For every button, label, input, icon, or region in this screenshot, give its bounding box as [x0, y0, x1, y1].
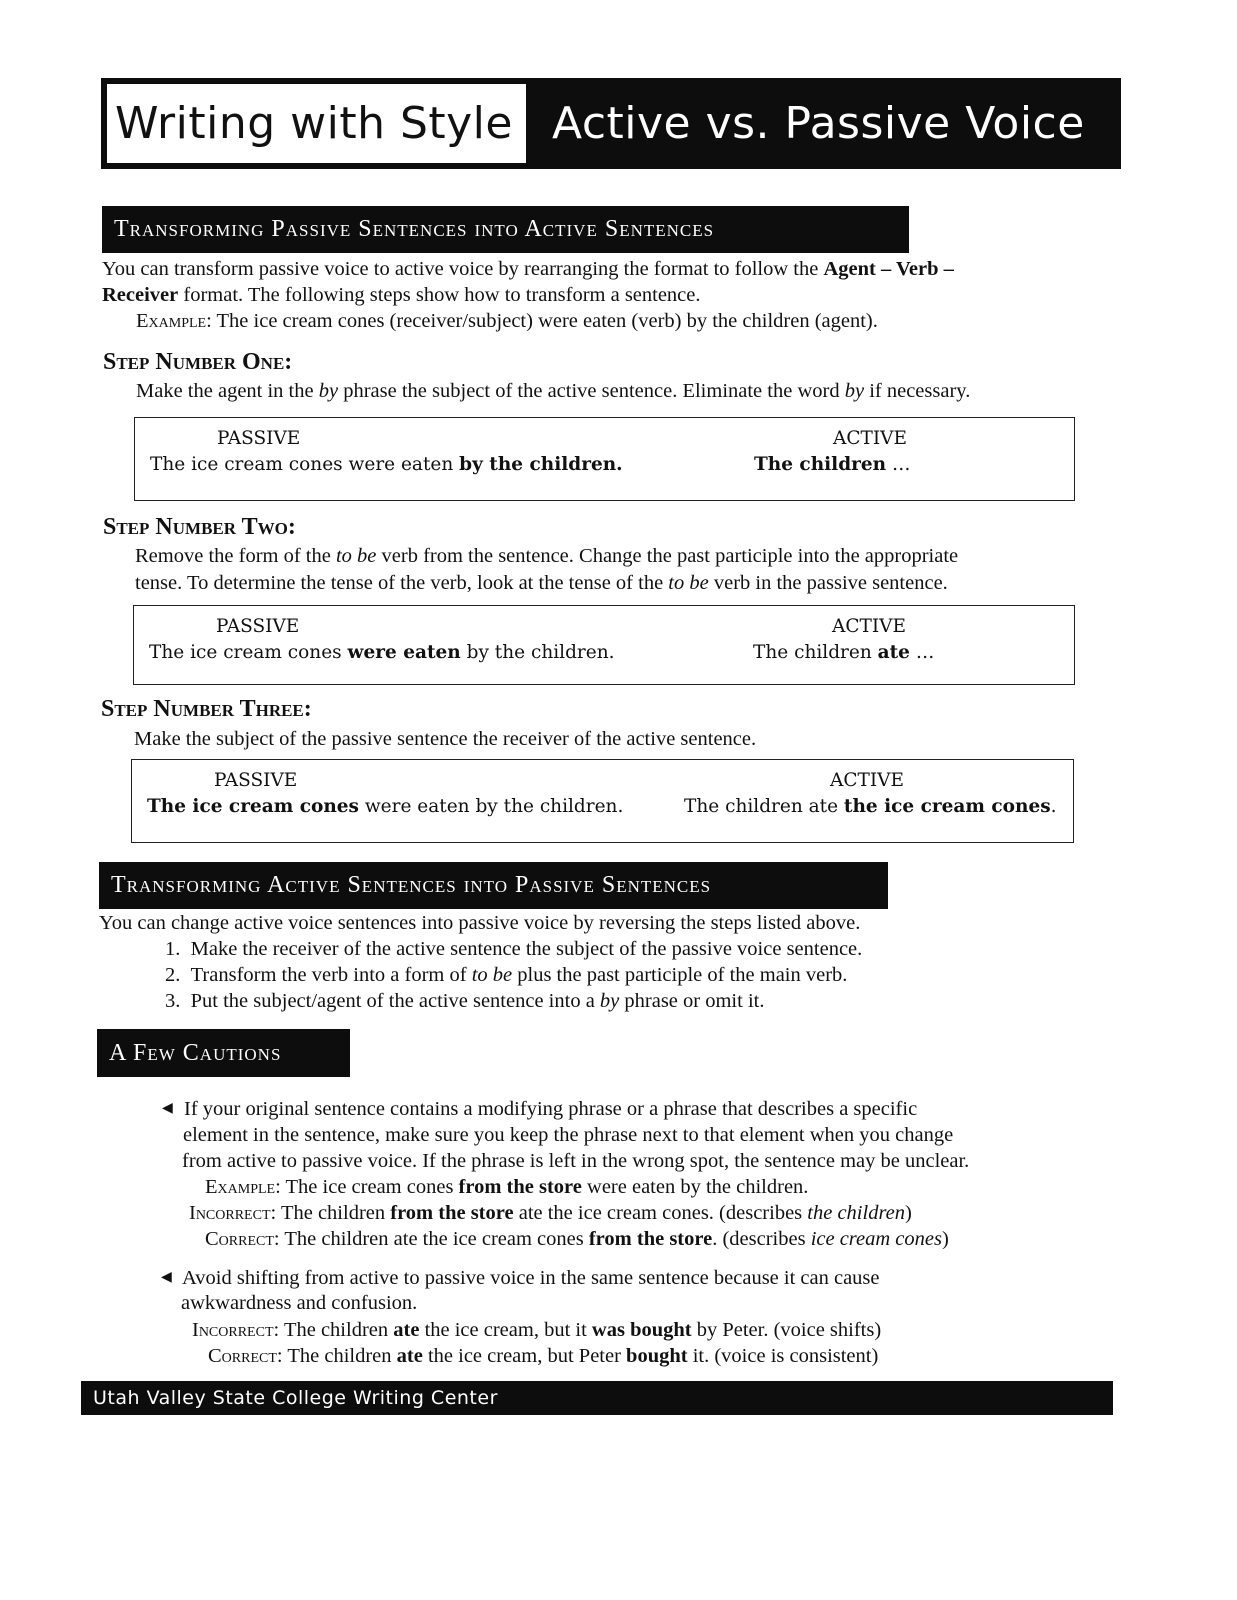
text: format. The following steps show how to transform a sentence.: [178, 284, 701, 306]
sec1-intro-line2: [102, 282, 701, 308]
list-item: [165, 988, 764, 1014]
text: . (describes: [712, 1228, 811, 1250]
footer-banner: Utah Valley State College Writing Center: [81, 1381, 1113, 1415]
text: The children ate the ice cream cones: [279, 1228, 589, 1250]
italic-text: to be: [471, 964, 513, 986]
active-sentence: [754, 454, 911, 475]
text: Make the agent in the: [136, 380, 319, 402]
title-banner: [101, 78, 1121, 169]
active-sentence: [684, 796, 1057, 817]
active-sentence: [753, 642, 934, 663]
passive-label: PASSIVE: [217, 428, 301, 449]
bold-text: The ice cream cones: [147, 796, 359, 817]
step-one-example-box: [134, 417, 1075, 501]
bold-text: Receiver: [102, 284, 179, 306]
text: The children: [276, 1202, 391, 1224]
bold-text: were eaten: [347, 642, 461, 663]
italic-text: ice cream cones: [810, 1228, 942, 1250]
passive-label: PASSIVE: [216, 616, 300, 637]
sec2-intro: You can change active voice sentences into passive voice by reversing the steps listed above.: [99, 912, 861, 934]
title-right: Active vs. Passive Voice: [552, 98, 1085, 149]
text: .: [1050, 796, 1057, 817]
step-two-description-line2: [135, 570, 948, 596]
caution-1-example: [205, 1174, 808, 1200]
correct-label: Correct:: [208, 1345, 283, 1367]
text: by the children.: [460, 642, 615, 663]
passive-label: PASSIVE: [214, 770, 298, 791]
italic-text: by: [318, 380, 339, 402]
sec1-intro-line1: [102, 256, 954, 282]
bold-text: from the store: [390, 1202, 514, 1224]
active-label: ACTIVE: [832, 616, 907, 637]
text: ate the ice cream cones. (describes: [513, 1202, 808, 1224]
active-label: ACTIVE: [833, 428, 908, 449]
italic-text: by: [599, 990, 620, 1012]
bold-text: was bought: [591, 1319, 692, 1341]
text: The ice cream cones (receiver/subject) were eaten (verb) by the children (agent).: [211, 310, 878, 332]
text: You can transform passive voice to active voice by rearranging the format to follow the: [102, 258, 824, 280]
section-heading-cautions: A Few Cautions: [97, 1029, 350, 1077]
text: were eaten by the children.: [581, 1176, 809, 1198]
text: phrase or omit it.: [619, 990, 765, 1012]
triangle-bullet-icon: ◀: [161, 1270, 172, 1285]
bold-text: Agent – Verb –: [823, 258, 954, 280]
caution-1-line3: from active to passive voice. If the phrase is left in the wrong spot, the sentence may be unclear.: [182, 1150, 970, 1172]
text: the ice cream, but Peter: [422, 1345, 627, 1367]
bold-text: The children: [754, 454, 887, 475]
text: the ice cream, but it: [419, 1319, 592, 1341]
list-item: [165, 936, 862, 962]
step-three-example-box: [131, 759, 1074, 843]
text: …: [886, 454, 911, 475]
text: The ice cream cones were eaten: [150, 454, 460, 475]
text: by Peter. (voice shifts): [691, 1319, 882, 1341]
triangle-bullet-icon: ◀: [162, 1101, 173, 1116]
list-number: 1.: [165, 938, 181, 960]
step-two-description-line1: [135, 543, 958, 569]
bold-text: the ice cream cones: [843, 796, 1051, 817]
text: if necessary.: [864, 380, 971, 402]
italic-text: to be: [335, 545, 377, 567]
active-label: ACTIVE: [830, 770, 905, 791]
step-one-description: [136, 378, 970, 404]
step-two-example-box: [133, 605, 1075, 685]
bold-text: from the store: [588, 1228, 713, 1250]
italic-text: to be: [668, 572, 709, 594]
text: were eaten by the children.: [358, 796, 624, 817]
text: …: [909, 642, 935, 663]
passive-sentence: [147, 796, 623, 817]
caution-1-incorrect: [189, 1200, 912, 1226]
text: The children: [279, 1319, 394, 1341]
correct-label: Correct:: [205, 1228, 280, 1250]
example-label: Example:: [136, 310, 212, 332]
sec1-example: [136, 308, 878, 334]
text: ): [941, 1228, 949, 1250]
caution-1-line2: element in the sentence, make sure you keep the phrase next to that element when you change: [183, 1124, 954, 1146]
bold-text: from the store: [458, 1176, 582, 1198]
list-number: 2.: [165, 964, 181, 986]
text: plus the past participle of the main verb.: [512, 964, 848, 986]
bold-text: ate: [393, 1319, 420, 1341]
passive-sentence: [149, 642, 615, 663]
bold-text: bought: [626, 1345, 688, 1367]
bold-text: ate: [877, 642, 910, 663]
caution-2-line1: Avoid shifting from active to passive voice in the same sentence because it can cause: [182, 1267, 880, 1289]
title-left: Writing with Style: [107, 84, 526, 163]
section-heading-active-to-passive: Transforming Active Sentences into Passive Sentences: [99, 862, 888, 909]
bold-text: by the children.: [459, 454, 623, 475]
text: phrase the subject of the active sentence. Eliminate the word: [338, 380, 845, 402]
caution-2-incorrect: [192, 1317, 881, 1343]
text: tense. To determine the tense of the verb, look at the tense of the: [135, 572, 669, 594]
text: Put the subject/agent of the active sentence into a: [190, 990, 600, 1012]
text: Make the receiver of the active sentence the subject of the passive voice sentence.: [190, 938, 863, 960]
list-item: [165, 962, 847, 988]
example-label: Example:: [205, 1176, 281, 1198]
text: ): [905, 1202, 912, 1224]
list-number: 3.: [165, 990, 181, 1012]
text: The ice cream cones: [280, 1176, 459, 1198]
italic-text: the children: [807, 1202, 906, 1224]
text: The children: [282, 1345, 397, 1367]
incorrect-label: Incorrect:: [192, 1319, 280, 1341]
italic-text: by: [844, 380, 865, 402]
caution-1-line1: If your original sentence contains a modifying phrase or a phrase that describes a specific: [184, 1098, 918, 1120]
step-two-title: Step Number Two:: [103, 514, 296, 540]
text: verb from the sentence. Change the past participle into the appropriate: [376, 545, 959, 567]
text: verb in the passive sentence.: [708, 572, 948, 594]
bold-text: ate: [396, 1345, 423, 1367]
passive-sentence: [150, 454, 623, 475]
step-three-title: Step Number Three:: [101, 696, 312, 722]
text: The children ate: [684, 796, 844, 817]
text: it. (voice is consistent): [687, 1345, 879, 1367]
text: Transform the verb into a form of: [190, 964, 472, 986]
text: Remove the form of the: [135, 545, 336, 567]
step-three-description: Make the subject of the passive sentence the receiver of the active sentence.: [134, 728, 757, 750]
caution-2-correct: [208, 1343, 878, 1369]
section-heading-passive-to-active: Transforming Passive Sentences into Active Sentences: [102, 206, 909, 253]
text: The ice cream cones: [149, 642, 348, 663]
incorrect-label: Incorrect:: [189, 1202, 277, 1224]
caution-2-line2: awkwardness and confusion.: [181, 1292, 418, 1314]
step-one-title: Step Number One:: [103, 349, 293, 375]
caution-1-correct: [205, 1226, 949, 1252]
text: The children: [753, 642, 878, 663]
